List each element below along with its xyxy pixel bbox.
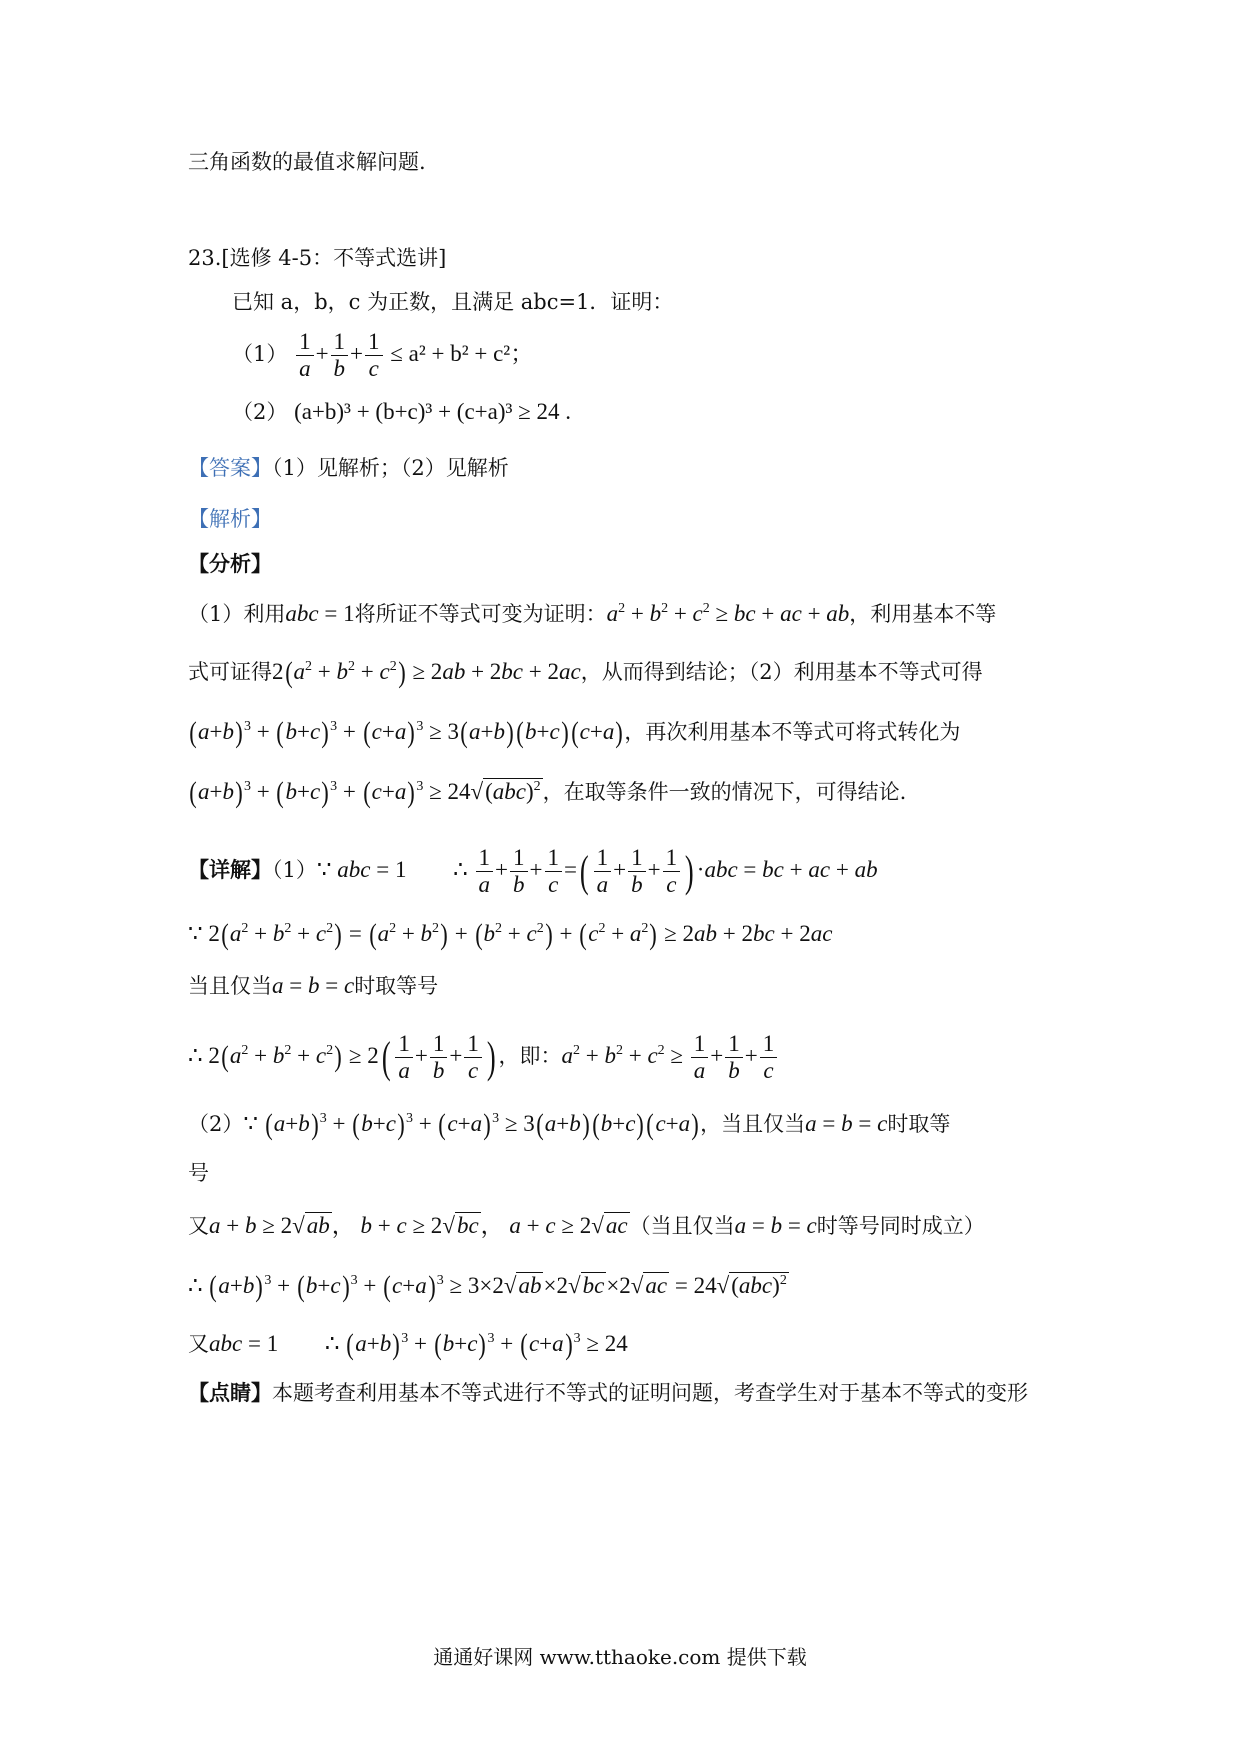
dianjing-tag: 【点睛】: [188, 1380, 272, 1405]
problem-heading: 23.[选修 4-5：不等式选讲]: [188, 246, 447, 270]
text-run: 时取等号: [354, 974, 439, 998]
part-1-formula: $\frac{1}{a}$ + $\frac{1}{b}$ + $\frac{1}{c}$ ≤ a² + b² + c²；: [294, 341, 533, 366]
detail-line-1: 【详解】（1）∵ abc = 1 ∴ $\frac{1}{a}$ + $\frac{1}{b}$ + $\frac{1}{c}$ =( $\frac{1}{a}$ + $\frac{1}{b}$ + $\frac{1}{c}$ ) ·abc = bc + ac + ab: [188, 845, 878, 898]
dianjing-text: 本题考查利用基本不等式进行不等式的证明问题，考查学生对于基本不等式的变形: [272, 1381, 1028, 1405]
detail-line-6: 又a + b ≥ 2√ab， b + c ≥ 2√bc， a + c ≥ 2√ac（当且仅当a = b = c时等号同时成立）: [188, 1213, 985, 1238]
fenxi-line-1: （1）利用abc = 1将所证不等式可变为证明：$a^2 + b^2 + c^2$ ≥ bc + ac + ab，利用基本不等: [188, 601, 997, 626]
detail-line-4: ∴ $2(a^2 + b^2 + c^2) \ge 2$( $\frac{1}{a}$ + $\frac{1}{b}$ + $\frac{1}{c}$ ) ，即：$a^2 + b^2 + c^2$ ≥ $\frac{1}{a}$ + $\frac{1}{b}$ + $\frac{1}{c}$: [188, 1032, 779, 1083]
page-footer: 通通好课网 www.tthaoke.com 提供下载: [433, 1645, 807, 1669]
fenxi-line-4: $(a+b)^3 + (b+c)^3 + (c+a)^3 \ge 24√(abc)^2$，在取等条件一致的情况下，可得结论.: [189, 776, 907, 809]
text-run: ，当且仅当: [700, 1112, 806, 1136]
fenxi-line-3: $(a+b)^3 + (b+c)^3 + (c+a)^3 \ge 3(a+b)(b+c)(c+a)$，再次利用基本不等式可将式转化为: [189, 716, 961, 749]
text-run: 将所证不等式可变为证明：: [354, 602, 607, 626]
answer-text: （1）见解析；（2）见解析: [272, 456, 509, 480]
detail-line-3: 当且仅当a = b = c时取等号: [188, 973, 439, 998]
problem-part-2: [232, 400, 571, 423]
text-run: 式可证得: [188, 660, 272, 684]
part-1-rhs: ≤ a² + b² + c²；: [390, 340, 534, 366]
part-2-formula: (a+b)³ + (b+c)³ + (c+a)³ ≥ 24 .: [294, 399, 572, 424]
text-run: 又: [188, 1332, 209, 1356]
detail-tag: 【详解】: [188, 856, 272, 882]
answer-line: [188, 458, 509, 479]
detail-line-5: （2）∵ $(a+b)^3 + (b+c)^3 + (c+a)^3 \ge 3(a+b)(b+c)(c+a)$，当且仅当a = b = c时取等: [188, 1108, 951, 1141]
text-run: ，在取等条件一致的情况下，可得结论.: [542, 780, 907, 804]
text-run: 时等号同时成立）: [816, 1214, 985, 1238]
part-label: （2）: [232, 400, 288, 424]
text-run: 当且仅当: [188, 974, 272, 998]
detail-line-2: ∵ $2(a^2 + b^2 + c^2) = (a^2 + b^2) + (b^2 + c^2) + (c^2 + a^2) \ge 2ab + 2bc + 2ac$: [188, 918, 833, 951]
part-label: （1）: [232, 341, 288, 366]
dianjing-line: [188, 1382, 1028, 1404]
problem-stem: 已知 a，b，c 为正数，且满足 abc=1．证明：: [232, 290, 674, 314]
text-run: 时取等: [887, 1112, 951, 1136]
analysis-tag: 【解析】: [188, 507, 272, 531]
text-run: ，即：: [498, 1043, 562, 1068]
detail-line-5-wrap: 号: [188, 1161, 209, 1185]
text-run: （1）利用: [188, 602, 286, 626]
text-run: ，从而得到结论；（2）利用基本不等式可得: [580, 660, 983, 684]
detail-line-8: 又abc = 1 ∴ $(a+b)^3 + (b+c)^3 + (c+a)^3 \ge 24$: [188, 1328, 628, 1361]
text-run: （当且仅当: [629, 1214, 735, 1238]
text-run: ，利用基本不等: [849, 602, 997, 626]
fenxi-tag: 【分析】: [188, 551, 272, 576]
problem-part-1: [232, 330, 533, 381]
text-run: （1）: [272, 857, 317, 882]
text-run: 又: [188, 1214, 209, 1238]
text-run: （2）: [188, 1112, 244, 1136]
answer-tag: 【答案】: [188, 456, 272, 480]
intro-line: 三角函数的最值求解问题.: [188, 150, 426, 174]
detail-line-7: ∴ $(a+b)^3 + (b+c)^3 + (c+a)^3 \ge 3\times 2√ab\times 2√bc\times 2√ac = 24√(abc)^2$: [188, 1270, 787, 1303]
fenxi-line-2: 式可证得$2(a^2 + b^2 + c^2) \ge 2ab + 2bc + 2ac$，从而得到结论；（2）利用基本不等式可得: [188, 656, 983, 689]
text-run: ，再次利用基本不等式可将式转化为: [624, 720, 961, 744]
